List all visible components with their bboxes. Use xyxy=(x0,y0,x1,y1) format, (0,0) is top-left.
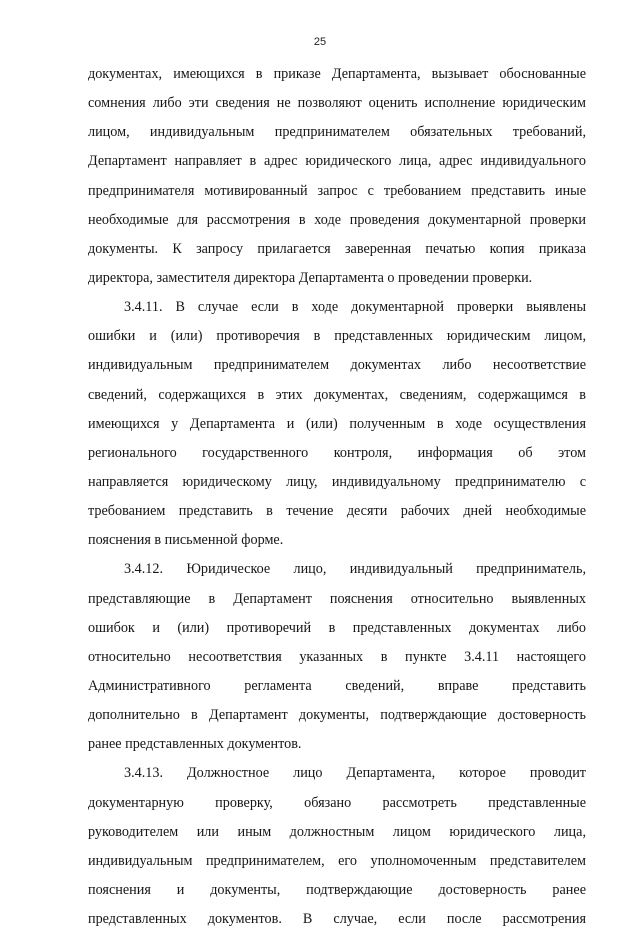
text-line: представляющие в Департамент пояснения относительно выявленных xyxy=(88,590,586,607)
text-line: ошибки и (или) противоречия в представленных юридическим лицом, xyxy=(88,328,586,345)
text-line: руководителем или иным должностным лицом юридического лица, xyxy=(88,823,586,840)
text-line: дополнительно в Департамент документы, подтверждающие достоверность xyxy=(88,707,586,724)
text-line: индивидуальным предпринимателем документах либо несоответствие xyxy=(88,357,586,374)
text-line: лицом, индивидуальным предпринимателем обязательных требований, xyxy=(88,124,586,141)
text-line: пояснения в письменной форме. xyxy=(88,532,284,549)
text-line: сомнения либо эти сведения не позволяют оценить исполнение юридическим xyxy=(88,95,586,112)
text-line: директора, заместителя директора Департамента о проведении проверки. xyxy=(88,269,533,286)
text-line: Департамент направляет в адрес юридического лица, адрес индивидуального xyxy=(88,153,586,170)
text-line: документы. К запросу прилагается заверенная печатью копия приказа xyxy=(88,240,586,257)
text-line: представленных документов. В случае, если после рассмотрения xyxy=(88,911,586,928)
text-line: имеющихся у Департамента и (или) полученным в ходе осуществления xyxy=(88,415,586,432)
text-line: регионального государственного контроля, информация об этом xyxy=(88,444,586,461)
text-line: ранее представленных документов. xyxy=(88,736,302,753)
page-number: 25 xyxy=(313,36,327,48)
text-line: 3.4.11. В случае если в ходе документарной проверки выявлены xyxy=(124,299,586,316)
text-line: пояснения и документы, подтверждающие достоверность ранее xyxy=(88,881,586,898)
text-line: относительно несоответствия указанных в пункте 3.4.11 настоящего xyxy=(88,648,586,665)
text-line: предпринимателя мотивированный запрос с требованием представить иные xyxy=(88,182,586,199)
text-line: Административного регламента сведений, вправе представить xyxy=(88,677,586,694)
text-line: ошибок и (или) противоречий в представленных документах либо xyxy=(88,619,586,636)
text-line: сведений, содержащихся в этих документах, сведениям, содержащимся в xyxy=(88,386,586,403)
text-line: документах, имеющихся в приказе Департамента, вызывает обоснованные xyxy=(88,66,586,82)
text-line: 3.4.12. Юридическое лицо, индивидуальный предприниматель, xyxy=(124,561,586,578)
text-line: 3.4.13. Должностное лицо Департамента, которое проводит xyxy=(124,765,586,782)
text-line: индивидуальным предпринимателем, его уполномоченным представителем xyxy=(88,852,586,869)
body-text xyxy=(88,60,586,934)
text-line: направляется юридическому лицу, индивидуальному предпринимателю с xyxy=(88,473,586,490)
text-line: документарную проверку, обязано рассмотреть представленные xyxy=(88,794,586,811)
text-line: требованием представить в течение десяти рабочих дней необходимые xyxy=(88,503,586,520)
text-line: необходимые для рассмотрения в ходе проведения документарной проверки xyxy=(88,211,586,228)
